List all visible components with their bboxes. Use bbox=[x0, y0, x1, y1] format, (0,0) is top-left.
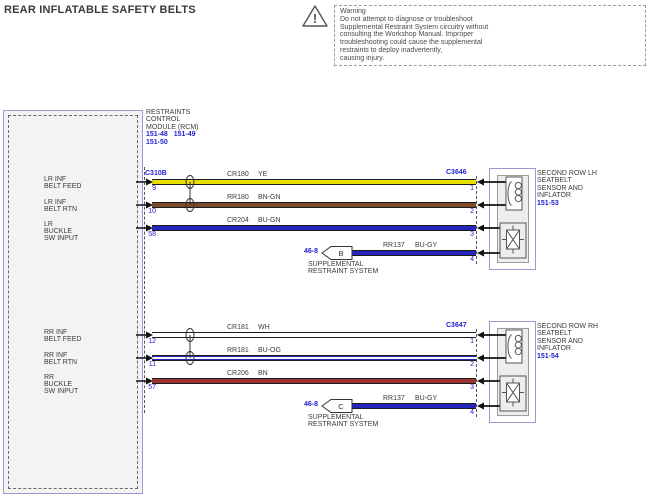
wire-circuit-label: RR181 bbox=[227, 347, 249, 354]
srs-label: SUPPLEMENTAL RESTRAINT SYSTEM bbox=[308, 261, 379, 275]
wire-circuit-label: CR204 bbox=[227, 217, 249, 224]
rcm-pin-label: LR BUCKLE SW INPUT bbox=[44, 221, 79, 242]
connector-c310b-label: C310B bbox=[145, 170, 167, 177]
wire-color-label: BN-GN bbox=[258, 194, 281, 201]
warning-line: troubleshooting could cause the supplemental bbox=[340, 39, 483, 47]
rcm-pin-label: LR INF BELT RTN bbox=[44, 199, 78, 213]
warning-line: Do not attempt to diagnose or troubleshoot bbox=[340, 15, 473, 23]
right-pin-number: 3 bbox=[470, 384, 474, 391]
srs-link[interactable]: 46-8 bbox=[303, 401, 318, 408]
rcm-pin-label: LR INF BELT FEED bbox=[44, 176, 82, 190]
wire-color-label: WH bbox=[258, 324, 270, 331]
wire-circuit-label: RR137 bbox=[383, 242, 405, 249]
warning-line: causing injury. bbox=[340, 54, 385, 62]
warning-line: Supplemental Restraint System circuitry without bbox=[340, 23, 489, 31]
wire-color-label: YE bbox=[258, 171, 268, 178]
wire-circuit-label: CR206 bbox=[227, 370, 249, 377]
buckle-switch-icon bbox=[500, 223, 526, 258]
wire-color-label: BU-OG bbox=[258, 347, 281, 354]
right-pin-number: 2 bbox=[470, 361, 474, 368]
rcm-pin-label: RR INF BELT RTN bbox=[44, 352, 78, 366]
twisted-pair-icon bbox=[186, 176, 194, 212]
rcm-link[interactable]: 151-48 bbox=[146, 131, 168, 139]
left-pin-number: 10 bbox=[148, 208, 156, 215]
warning-line: restraints to deploy inadvertently, bbox=[340, 46, 443, 54]
wire-circuit-label: CR180 bbox=[227, 171, 249, 178]
left-pin-number: 57 bbox=[148, 384, 156, 391]
srs-label: SUPPLEMENTAL RESTRAINT SYSTEM bbox=[308, 414, 379, 428]
left-pin-number: 12 bbox=[148, 338, 156, 345]
rcm-pin-label: RR BUCKLE SW INPUT bbox=[44, 374, 79, 395]
connector-c3646-label: C3646 bbox=[446, 169, 467, 176]
twisted-pair-icon bbox=[186, 329, 194, 365]
right-pin-number: 4 bbox=[470, 256, 474, 263]
right-pin-number: 2 bbox=[470, 208, 474, 215]
right-pin-number: 3 bbox=[470, 231, 474, 238]
left-pin-number: 9 bbox=[152, 185, 156, 192]
left-pin-number: 11 bbox=[148, 361, 156, 368]
warning-triangle-icon bbox=[302, 4, 329, 29]
right-pin-number: 1 bbox=[470, 338, 474, 345]
wire-color-label: BU-GY bbox=[415, 395, 438, 402]
warning-heading: Warning bbox=[340, 8, 366, 15]
rcm-label: RESTRAINTS CONTROL MODULE (RCM) 151-48 151-49 151-50 bbox=[146, 109, 199, 146]
warning-box bbox=[334, 5, 646, 66]
circuit-group-lr bbox=[0, 168, 650, 283]
rcm-link[interactable]: 151-50 bbox=[146, 138, 168, 146]
wire-circuit-label: CR181 bbox=[227, 324, 249, 331]
srs-link[interactable]: 46-8 bbox=[303, 248, 318, 255]
inflator-squib-icon bbox=[506, 177, 522, 210]
buckle-switch-icon bbox=[500, 376, 526, 411]
srs-connector-tag: C bbox=[338, 402, 344, 411]
page-title: REAR INFLATABLE SAFETY BELTS bbox=[4, 4, 196, 16]
srs-connector-tag: B bbox=[338, 249, 344, 258]
wire-circuit-label: RR180 bbox=[227, 194, 249, 201]
component-link[interactable]: 151-54 bbox=[537, 352, 559, 360]
rcm-link[interactable]: 151-49 bbox=[173, 131, 196, 139]
wire-color-label: BU-GN bbox=[258, 217, 281, 224]
right-pin-number: 4 bbox=[470, 409, 474, 416]
wire-circuit-label: RR137 bbox=[383, 395, 405, 402]
wire-color-label: BN bbox=[258, 370, 268, 377]
circuit-group-rr bbox=[0, 321, 650, 436]
component-label: SECOND ROW RH SEATBELT SENSOR AND INFLATOR 151-54 bbox=[537, 323, 599, 360]
component-link[interactable]: 151-53 bbox=[537, 199, 559, 207]
right-pin-number: 1 bbox=[470, 185, 474, 192]
rcm-pin-label: RR INF BELT FEED bbox=[44, 329, 82, 343]
svg-text:!: ! bbox=[312, 11, 318, 26]
connector-c3647-label: C3647 bbox=[446, 322, 467, 329]
inflator-squib-icon bbox=[506, 330, 522, 363]
warning-line: consulting the Workshop Manual. Improper bbox=[340, 31, 474, 39]
component-label: SECOND ROW LH SEATBELT SENSOR AND INFLATOR 151-53 bbox=[537, 170, 597, 207]
left-pin-number: 58 bbox=[148, 231, 156, 238]
wire-color-label: BU-GY bbox=[415, 242, 438, 249]
